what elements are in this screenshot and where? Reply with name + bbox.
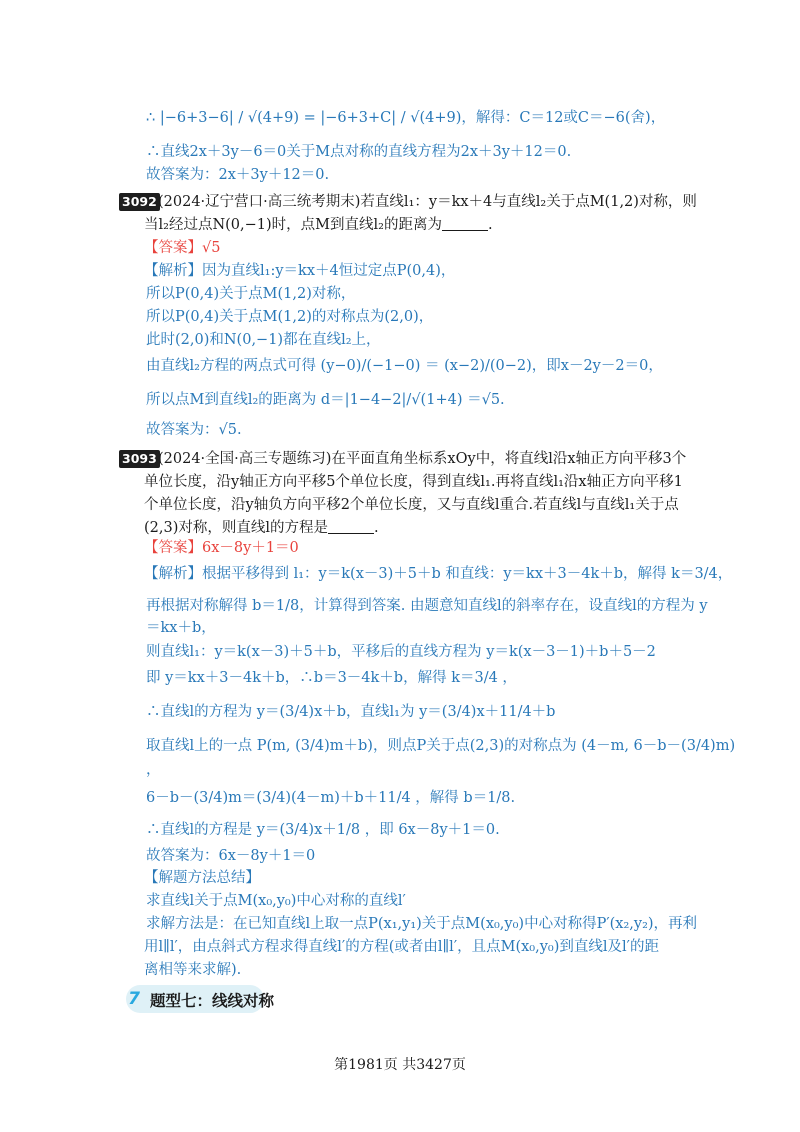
problem-stem-line: 单位长度，沿y轴正方向平移5个单位长度，得到直线l₁.再将直线l₁沿x轴正方向平移1 [144,474,683,490]
analysis-line: ∴直线l的方程是 y＝(3/4)x＋1/8 ，即 6x－8y＋1＝0. [146,822,500,838]
method-line: 用l∥l′，由点斜式方程求得直线l′的方程(或者由l∥l′，且点M(x₀,y₀)到直线l及l′的距 [144,939,659,955]
answer-line [144,538,299,558]
answer-line [144,238,220,258]
prev-solution-line-2: ∴直线2x＋3y－6＝0关于M点对称的直线方程为2x＋3y＋12＝0. [146,144,572,160]
analysis-line: 所以P(0,4)关于点M(1,2)对称， [146,286,356,302]
problem-stem-text: 当l₂经过点N(0,−1)时，点M到直线l₂的距离为 [144,217,442,233]
analysis-line: 再根据对称解得 b＝1/8，计算得到答案. 由题意知直线l的斜率存在，设直线l的方程为 y [146,598,708,614]
section-title: 题型七：线线对称 [150,992,275,1010]
method-line: 离相等来求解). [144,962,242,978]
prev-solution-line-3: 故答案为：2x＋3y＋12＝0. [146,167,330,183]
answer-value: 6x－8y＋1＝0 [202,540,299,556]
problem-stem-end: . [487,217,493,233]
section-number-icon: 7 [128,989,140,1009]
page-footer: 第1981页 共3427页 [334,1057,466,1073]
answer-tag: 【答案】 [144,240,202,256]
problem-number-badge: 3092 [119,193,160,211]
problem-stem-line [144,518,379,538]
problem-stem-line: 个单位长度，沿y轴负方向平移2个单位长度，又与直线l重合.若直线l与直线l₁关于点 [144,497,679,513]
analysis-line: 故答案为：√5. [146,422,242,438]
analysis-tag: 【解析】 [144,263,202,279]
analysis-line: ， [146,762,161,778]
method-line: 求解方法是：在已知直线l上取一点P(x₁,y₁)关于点M(x₀,y₀)中心对称得P′(x₂,y₂)，再利 [146,916,698,932]
analysis-line: 取直线l上的一点 P(m, (3/4)m＋b)，则点P关于点(2,3)的对称点为 (4－m, 6－b－(3/4)m) [146,738,736,754]
analysis-line: 此时(2,0)和N(0,−1)都在直线l₂上， [146,332,381,348]
analysis-line: 6－b－(3/4)m＝(3/4)(4－m)＋b＋11/4 ，解得 b＝1/8. [146,790,516,806]
analysis-line [144,261,455,281]
analysis-line [144,564,732,584]
analysis-line: 所以P(0,4)关于点M(1,2)的对称点为(2,0)， [146,309,434,325]
analysis-line: ∴直线l的方程为 y＝(3/4)x＋b，直线l₁为 y＝(3/4)x＋11/4＋b [146,704,556,720]
analysis-line: 故答案为：6x－8y＋1＝0 [146,848,316,864]
method-summary-tag: 【解题方法总结】 [144,870,260,886]
problem-stem-line: (2024·辽宁营口·高三统考期末)若直线l₁：y＝kx＋4与直线l₂关于点M(1,2)对称，则 [158,194,697,210]
analysis-line: 则直线l₁：y＝k(x－3)＋5＋b，平移后的直线方程为 y＝k(x－3－1)＋b＋5－2 [146,644,656,660]
problem-stem-end: . [374,520,379,536]
problem-stem-line: (2024·全国·高三专题练习)在平面直角坐标系xOy中，将直线l沿x轴正方向平移3个 [158,451,687,467]
prev-solution-line-1: ∴ |−6+3−6| / √(4+9) = |−6+3+C| / √(4+9)，解得：C＝12或C＝−6(舍)， [146,110,666,126]
problem-number-badge: 3093 [119,450,160,468]
problem-stem-line [144,215,493,235]
answer-blank [442,216,488,231]
method-line: 求直线l关于点M(x₀,y₀)中心对称的直线l′ [146,893,406,909]
problem-stem-text: (2,3)对称，则直线l的方程是 [144,520,329,536]
analysis-text: 因为直线l₁:y＝kx＋4恒过定点P(0,4)， [202,263,456,279]
analysis-line: 由直线l₂方程的两点式可得 (y−0)/(−1−0) ＝ (x−2)/(0−2)，即x－2y－2＝0， [146,358,663,374]
answer-blank [328,519,374,534]
analysis-line: 所以点M到直线l₂的距离为 d＝|1−4−2|/√(1+4) ＝√5. [146,392,505,408]
analysis-tag: 【解析】 [144,566,202,582]
analysis-line: ＝kx＋b， [146,620,216,636]
answer-value: √5 [202,240,221,256]
analysis-line: 即 y＝kx＋3－4k＋b，∴b＝3－4k＋b，解得 k＝3/4 ， [146,670,517,686]
answer-tag: 【答案】 [144,540,202,556]
analysis-text: 根据平移得到 l₁：y＝k(x－3)＋5＋b 和直线：y＝kx＋3－4k＋b，解得 k＝3/4， [202,566,733,582]
